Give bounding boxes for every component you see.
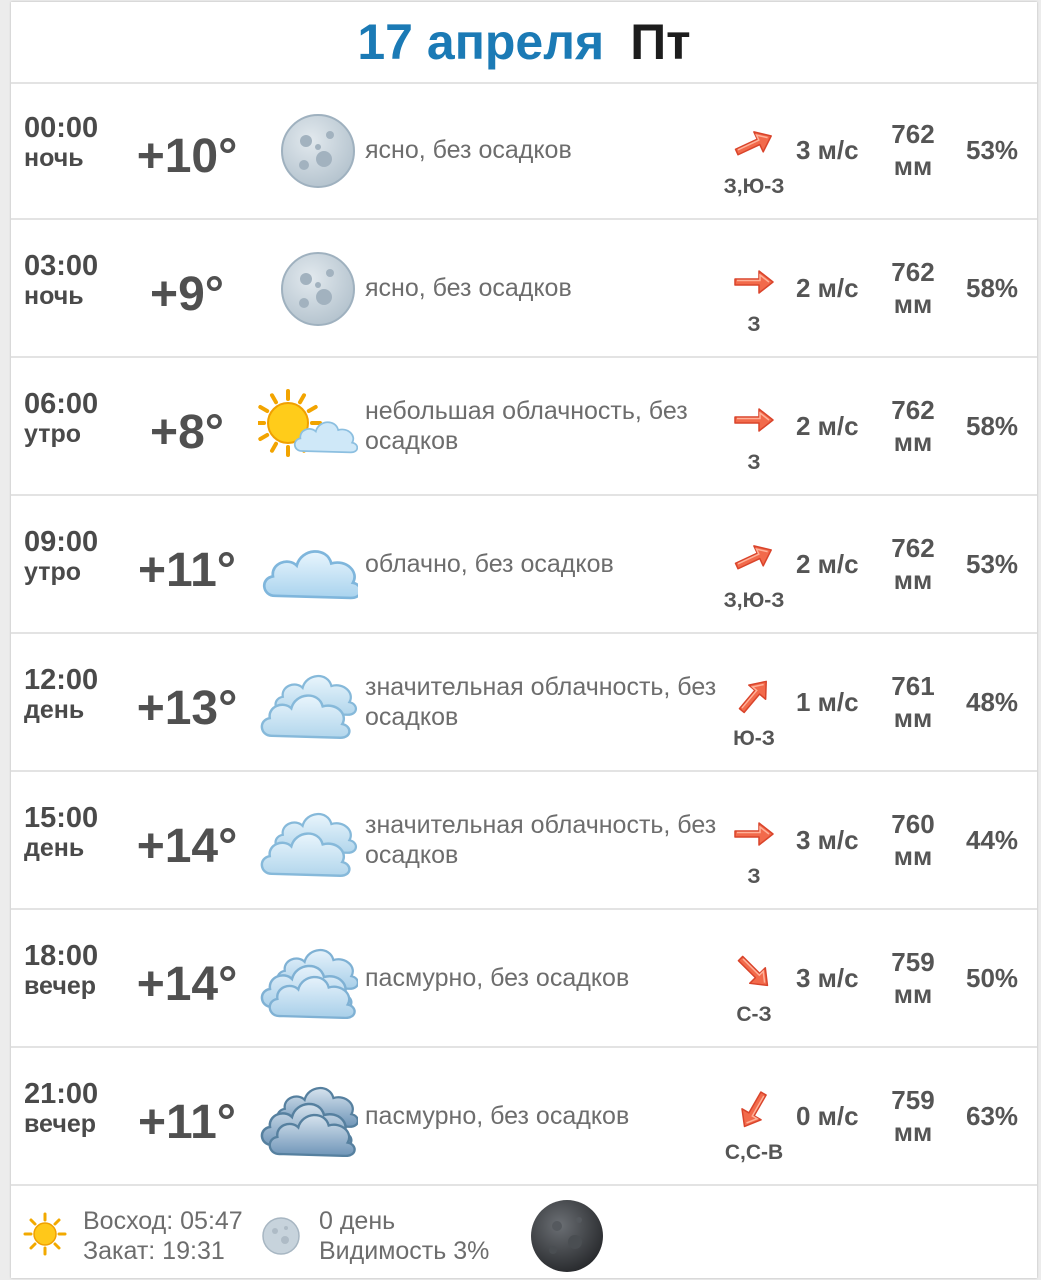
forecast-header xyxy=(11,2,1037,84)
pressure-value: 761 xyxy=(891,671,935,701)
wind-direction: З,Ю-З xyxy=(723,589,785,612)
pressure-value: 762 xyxy=(891,395,935,425)
forecast-row xyxy=(11,634,1037,772)
pressure-unit: мм xyxy=(893,979,933,1009)
weather-description xyxy=(365,1048,720,1184)
forecast-row xyxy=(11,1048,1037,1186)
pressure-unit: мм xyxy=(893,1117,933,1147)
weather-description-text: ясно, без осадков xyxy=(365,274,572,302)
temperature: +11° xyxy=(138,1096,236,1149)
humidity: 58% xyxy=(966,273,1019,303)
pressure-value: 760 xyxy=(891,809,935,839)
forecast-row xyxy=(11,82,1037,220)
pressure xyxy=(877,394,949,458)
pressure xyxy=(877,808,949,872)
pressure-unit: мм xyxy=(893,565,933,595)
time-label: 09:00 xyxy=(24,526,99,558)
moon-icon xyxy=(258,249,358,329)
cloud-icon xyxy=(258,525,358,605)
pressure xyxy=(877,946,949,1010)
period-label: день xyxy=(24,834,85,862)
wind-arrow-icon xyxy=(729,674,779,718)
weather-description-text: пасмурно, без осадков xyxy=(365,964,630,992)
weather-description-text: облачно, без осадков xyxy=(365,550,614,578)
pressure-unit: мм xyxy=(893,703,933,733)
day-of-week-label: Пт xyxy=(630,14,691,70)
wind-direction: З,Ю-З xyxy=(723,175,785,198)
weather-description xyxy=(365,910,720,1046)
wind-arrow-icon xyxy=(729,536,779,580)
wind-direction: С,С-В xyxy=(724,1141,784,1164)
time-label: 18:00 xyxy=(24,940,99,972)
moon-phase-large-icon xyxy=(529,1198,605,1274)
sun-icon xyxy=(23,1212,67,1256)
period-label: ночь xyxy=(24,144,84,172)
wind-arrow-icon xyxy=(729,398,779,442)
pressure-value: 762 xyxy=(891,257,935,287)
period-label: вечер xyxy=(24,1110,97,1138)
forecast-row xyxy=(11,772,1037,910)
period-label: день xyxy=(24,696,85,724)
time-cell xyxy=(24,112,98,172)
time-cell xyxy=(24,388,98,448)
period-label: вечер xyxy=(24,972,97,1000)
weather-description-text: пасмурно, без осадков xyxy=(365,1102,630,1130)
wind-speed: 3 м/с xyxy=(796,825,859,855)
date-label: 17 апреля xyxy=(357,14,605,70)
time-cell xyxy=(24,664,98,724)
time-cell xyxy=(24,802,98,862)
period-label: утро xyxy=(24,558,81,586)
weather-description-text: ясно, без осадков xyxy=(365,136,572,164)
wind-arrow-icon xyxy=(729,260,779,304)
time-label: 06:00 xyxy=(24,388,99,420)
pressure-value: 759 xyxy=(891,1085,935,1115)
weather-description xyxy=(365,496,720,632)
wind-speed: 1 м/с xyxy=(796,687,859,717)
weather-description xyxy=(365,220,720,356)
forecast-row xyxy=(11,358,1037,496)
wind-speed: 2 м/с xyxy=(796,549,859,579)
moon-visibility: Видимость 3% xyxy=(319,1237,490,1265)
moon-icon xyxy=(258,111,358,191)
wind-direction: Ю-З xyxy=(733,727,775,750)
pressure-unit: мм xyxy=(893,151,933,181)
wind-arrow-icon xyxy=(729,1088,779,1132)
weather-description-text: значительная облачность, без осадков xyxy=(365,673,717,731)
sunset-time: Закат: 19:31 xyxy=(83,1237,225,1265)
humidity: 63% xyxy=(966,1101,1019,1131)
pressure-value: 762 xyxy=(891,119,935,149)
wind-speed: 3 м/с xyxy=(796,135,859,165)
weather-description xyxy=(365,634,720,770)
wind-arrow-icon xyxy=(729,812,779,856)
temperature: +13° xyxy=(136,682,238,735)
overcast-icon xyxy=(258,939,358,1019)
temperature: +10° xyxy=(136,130,238,183)
time-cell xyxy=(24,940,98,1000)
period-label: утро xyxy=(24,420,81,448)
wind-speed: 0 м/с xyxy=(796,1101,859,1131)
moon-day: 0 день xyxy=(319,1207,396,1235)
wind-direction: С-З xyxy=(736,1003,772,1026)
time-cell xyxy=(24,1078,98,1138)
pressure-unit: мм xyxy=(893,289,933,319)
time-label: 00:00 xyxy=(24,112,99,144)
wind-speed: 3 м/с xyxy=(796,963,859,993)
wind-speed: 2 м/с xyxy=(796,273,859,303)
sun-cloud-icon xyxy=(258,387,358,467)
weather-description-text: небольшая облачность, без осадков xyxy=(365,397,688,455)
wind-arrow-icon xyxy=(729,950,779,994)
wind-direction: З xyxy=(747,451,761,474)
wind-direction: З xyxy=(747,313,761,336)
pressure-unit: мм xyxy=(893,841,933,871)
humidity: 53% xyxy=(966,549,1019,579)
weather-description xyxy=(365,82,720,218)
weather-description xyxy=(365,772,720,908)
sunrise-time: Восход: 05:47 xyxy=(83,1207,243,1235)
time-cell xyxy=(24,250,98,310)
forecast-row xyxy=(11,220,1037,358)
pressure-value: 762 xyxy=(891,533,935,563)
temperature: +14° xyxy=(136,958,238,1011)
sun-moon-footer xyxy=(11,1186,1037,1278)
time-label: 21:00 xyxy=(24,1078,99,1110)
overcast-dark-icon xyxy=(258,1077,358,1157)
forecast-row xyxy=(11,910,1037,1048)
humidity: 44% xyxy=(966,825,1019,855)
pressure xyxy=(877,256,949,320)
clouds-icon xyxy=(258,663,358,743)
pressure xyxy=(877,670,949,734)
forecast-card xyxy=(11,2,1037,1278)
time-label: 12:00 xyxy=(24,664,99,696)
pressure xyxy=(877,532,949,596)
clouds-icon xyxy=(258,801,358,881)
humidity: 53% xyxy=(966,135,1019,165)
forecast-row xyxy=(11,496,1037,634)
wind-speed: 2 м/с xyxy=(796,411,859,441)
wind-arrow-icon xyxy=(729,122,779,166)
wind-direction: З xyxy=(747,865,761,888)
pressure xyxy=(877,118,949,182)
humidity: 48% xyxy=(966,687,1019,717)
pressure xyxy=(877,1084,949,1148)
time-label: 15:00 xyxy=(24,802,99,834)
weather-description xyxy=(365,358,720,494)
weather-description-text: значительная облачность, без осадков xyxy=(365,811,717,869)
humidity: 58% xyxy=(966,411,1019,441)
period-label: ночь xyxy=(24,282,84,310)
temperature: +14° xyxy=(136,820,238,873)
pressure-value: 759 xyxy=(891,947,935,977)
humidity: 50% xyxy=(966,963,1019,993)
time-label: 03:00 xyxy=(24,250,99,282)
temperature: +8° xyxy=(150,406,224,459)
temperature: +9° xyxy=(150,268,224,321)
moon-phase-small-icon xyxy=(261,1216,301,1256)
temperature: +11° xyxy=(138,544,236,597)
time-cell xyxy=(24,526,98,586)
pressure-unit: мм xyxy=(893,427,933,457)
